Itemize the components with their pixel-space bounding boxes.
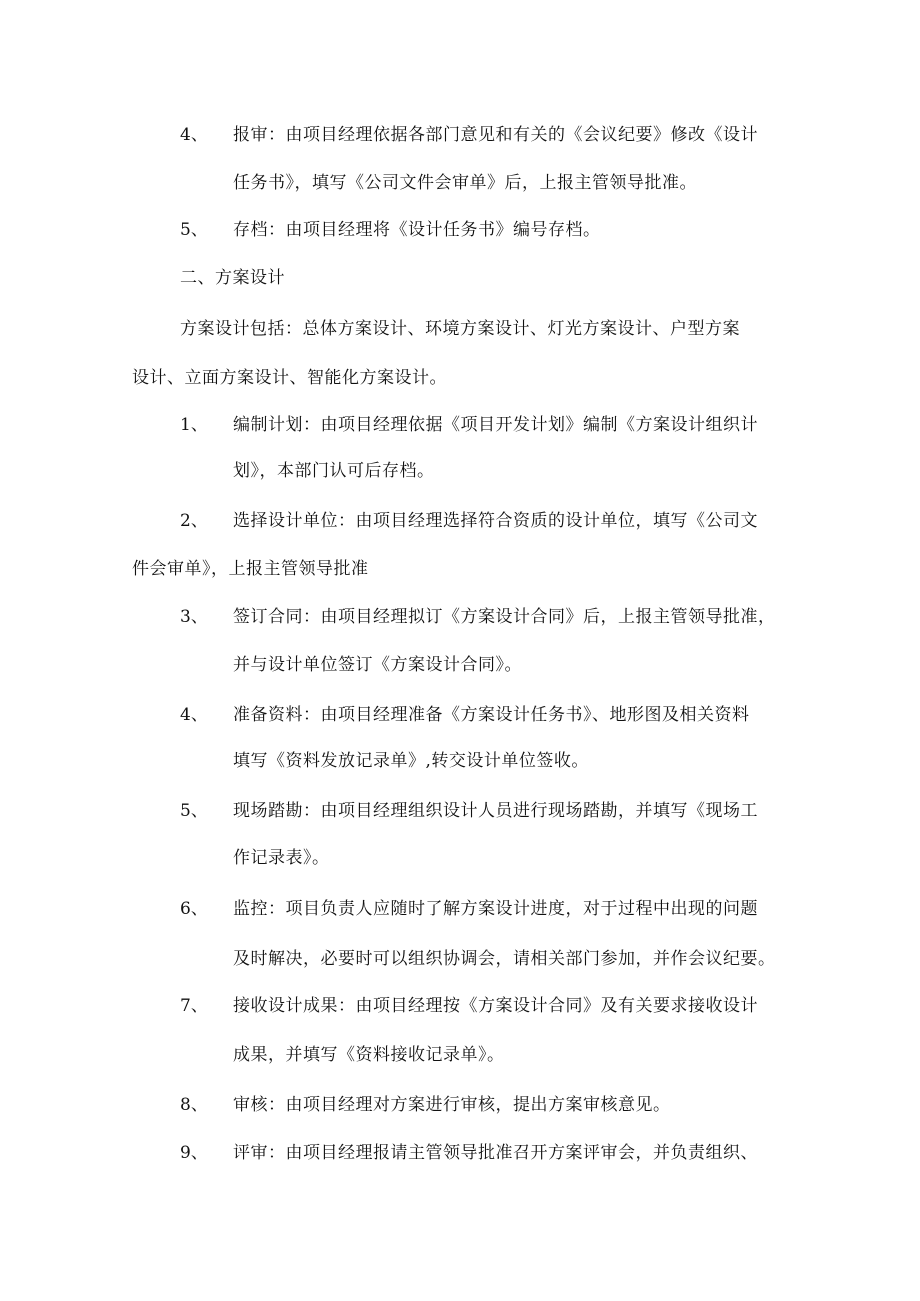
text-line: 签订合同：由项目经理拟订《方案设计合同》后，上报主管领导批准， [233,607,776,627]
list-number: 1、 [180,415,208,435]
text-line: 成果，并填写《资料接收记录单》。 [233,1045,505,1065]
text-line: 作记录表》。 [233,848,330,868]
text-line: 接收设计成果：由项目经理按《方案设计合同》及有关要求接收设计 [233,996,758,1016]
text-line: 及时解决，必要时可以组织协调会，请相关部门参加，并作会议纪要。 [233,949,776,969]
list-number: 9、 [180,1143,208,1163]
text-line: 设计、立面方案设计、智能化方案设计。 [132,368,447,388]
list-number: 5、 [180,801,208,821]
text-line: 监控：项目负责人应随时了解方案设计进度，对于过程中出现的问题 [233,899,758,919]
text-line: 任务书》，填写《公司文件会审单》后，上报主管领导批准。 [233,173,697,193]
section-heading: 二、方案设计 [180,268,285,288]
list-number: 4、 [180,125,208,145]
text-line: 并与设计单位签订《方案设计合同》。 [233,655,522,675]
text-line: 准备资料：由项目经理准备《方案设计任务书》、地形图及相关资料 [233,705,750,725]
list-number: 2、 [180,511,208,531]
text-line: 划》，本部门认可后存档。 [233,461,435,481]
list-number: 7、 [180,996,208,1016]
text-line: 评审：由项目经理报请主管领导批准召开方案评审会，并负责组织、 [233,1143,758,1163]
list-number: 6、 [180,899,208,919]
list-number: 5、 [180,220,208,240]
text-line: 现场踏勘：由项目经理组织设计人员进行现场踏勘，并填写《现场工 [233,801,758,821]
text-line: 填写《资料发放记录单》,转交设计单位签收。 [233,751,589,771]
text-line: 存档：由项目经理将《设计任务书》编号存档。 [233,220,601,240]
text-line: 方案设计包括：总体方案设计、环境方案设计、灯光方案设计、户型方案 [180,319,740,339]
text-line: 件会审单》，上报主管领导批准 [132,559,369,579]
list-number: 8、 [180,1095,208,1115]
text-line: 选择设计单位：由项目经理选择符合资质的设计单位，填写《公司文 [233,511,758,531]
list-number: 3、 [180,607,208,627]
list-number: 4、 [180,705,208,725]
text-line: 报审：由项目经理依据各部门意见和有关的《会议纪要》修改《设计 [233,125,758,145]
text-line: 编制计划：由项目经理依据《项目开发计划》编制《方案设计组织计 [233,415,758,435]
text-line: 审核：由项目经理对方案进行审核，提出方案审核意见。 [233,1095,671,1115]
